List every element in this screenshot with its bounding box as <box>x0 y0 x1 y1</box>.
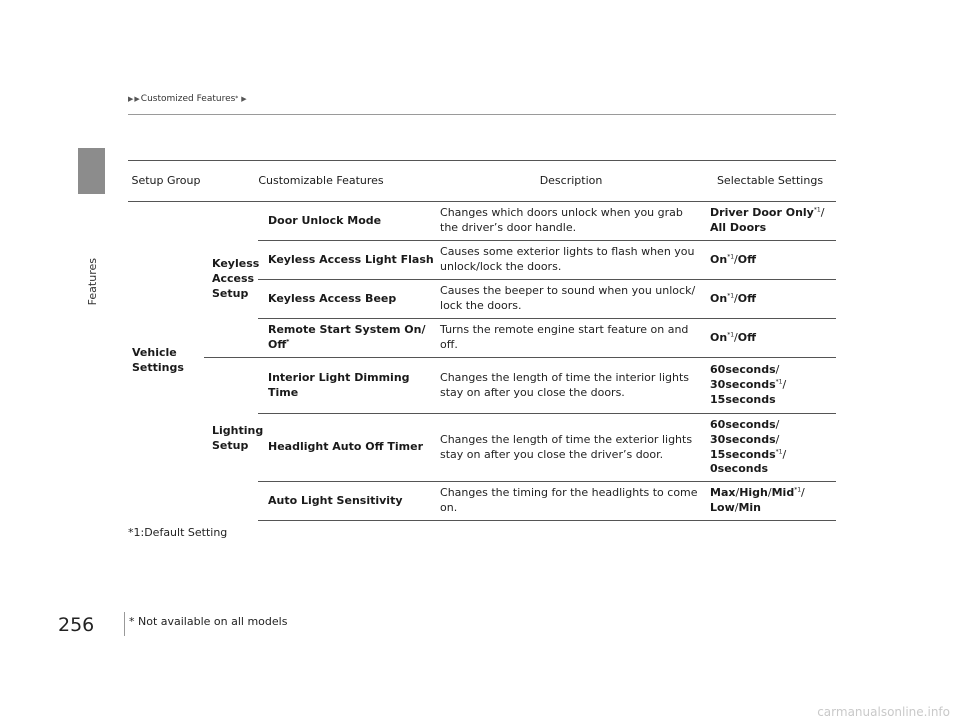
table-row <box>128 202 836 241</box>
breadcrumb-label[interactable]: Customized Features <box>140 94 236 104</box>
table-row <box>128 358 836 414</box>
settings-door-unlock-mode: Driver Door Only$^{*1}$/ All Doors <box>704 202 836 241</box>
settings-remote-start-system: On$^{*1}$/Off <box>704 319 836 358</box>
table-header-row <box>128 161 836 202</box>
default-setting-footnote: *1:Default Setting <box>128 526 228 539</box>
description-remote-start-system: Turns the remote engine start feature on and off. <box>438 319 704 358</box>
footer-divider <box>124 612 125 636</box>
feature-interior-light-dimming-time: Interior Light Dimming Time <box>258 358 438 414</box>
header-setup-group: Setup Group <box>128 161 204 202</box>
description-interior-light-dimming-time: Changes the length of time the interior lights stay on after you close the doors. <box>438 358 704 414</box>
section-label: Features <box>86 258 99 306</box>
feature-remote-start-system: Remote Start System On/ Off* <box>258 319 438 358</box>
feature-keyless-access-beep: Keyless Access Beep <box>258 280 438 319</box>
subgroup-keyless-access-setup: Keyless Access Setup <box>204 202 258 358</box>
watermark: carmanualsonline.info <box>817 705 950 719</box>
page-number: 256 <box>58 614 95 636</box>
feature-keyless-access-light-flash: Keyless Access Light Flash <box>258 241 438 280</box>
setup-group-cell: Vehicle Settings <box>132 346 184 375</box>
triangle-right-icon: ▶ <box>128 95 134 103</box>
description-headlight-auto-off-timer: Changes the length of time the exterior lights stay on after you close the driver’s door. <box>438 414 704 482</box>
breadcrumb: ▶ ▶ Customized Features * ▶ <box>128 94 247 104</box>
description-keyless-access-light-flash: Causes some exterior lights to flash when you unlock/lock the doors. <box>438 241 704 280</box>
customizable-features-table <box>128 160 836 521</box>
triangle-right-icon: ▶ <box>241 95 247 103</box>
settings-auto-light-sensitivity: Max/High/Mid$^{*1}$/ Low/Min <box>704 482 836 521</box>
triangle-right-icon: ▶ <box>134 95 140 103</box>
feature-headlight-auto-off-timer: Headlight Auto Off Timer <box>258 414 438 482</box>
settings-keyless-access-beep: On$^{*1}$/Off <box>704 280 836 319</box>
description-auto-light-sensitivity: Changes the timing for the headlights to come on. <box>438 482 704 521</box>
subgroup-lighting-setup: Lighting Setup <box>212 424 264 453</box>
header-divider <box>128 114 836 115</box>
settings-interior-light-dimming-time: 60seconds/ 30seconds$^{*1}$/ 15seconds <box>704 358 836 414</box>
section-tab-marker <box>78 148 105 194</box>
header-description: Description <box>438 161 704 202</box>
settings-headlight-auto-off-timer: 60seconds/ 30seconds/ 15seconds$^{*1}$/ 0seconds <box>704 414 836 482</box>
description-keyless-access-beep: Causes the beeper to sound when you unlock/ lock the doors. <box>438 280 704 319</box>
description-door-unlock-mode: Changes which doors unlock when you grab the driver’s door handle. <box>438 202 704 241</box>
header-selectable-settings: Selectable Settings <box>704 161 836 202</box>
header-customizable-features: Customizable Features <box>204 161 438 202</box>
not-available-note: * Not available on all models <box>129 615 288 628</box>
feature-auto-light-sensitivity: Auto Light Sensitivity <box>258 482 438 521</box>
feature-door-unlock-mode: Door Unlock Mode <box>258 202 438 241</box>
settings-keyless-access-light-flash: On$^{*1}$/Off <box>704 241 836 280</box>
